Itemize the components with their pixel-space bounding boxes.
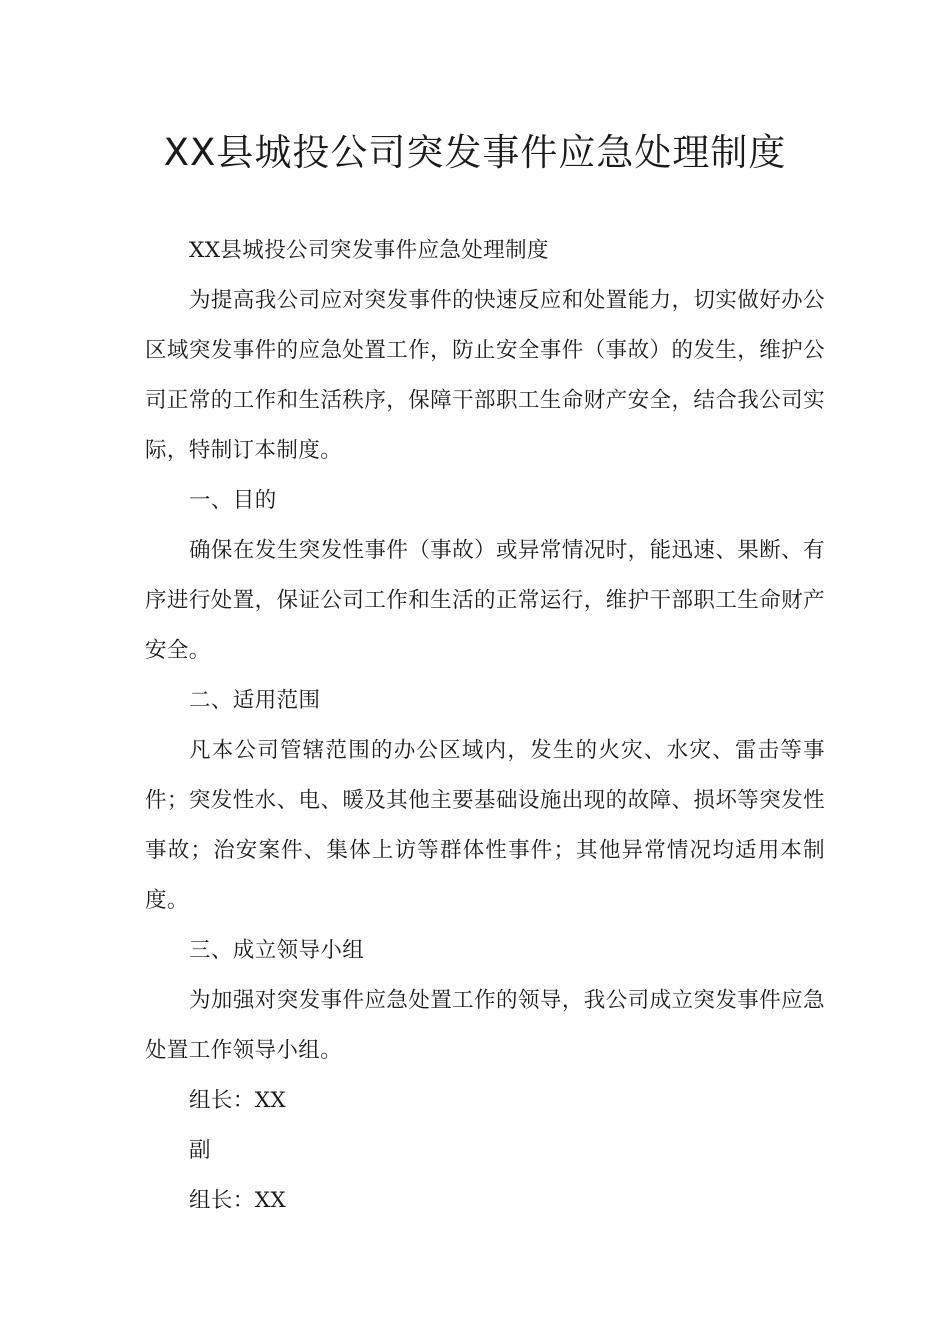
subtitle-paragraph: XX县城投公司突发事件应急处理制度 [189,238,549,263]
intro-paragraph: 为提高我公司应对突发事件的快速反应和处置能力，切实做好办公区域突发事件的应急处置工作，防止安全事件（事故）的发生，维护公司正常的工作和生活秩序，保障干部职工生命财产安全，结合我公司实际，特制订本制度。 [145,288,825,463]
document-body [145,226,825,1226]
deputy-leader-line: 组长：XX [189,1188,287,1213]
deputy-prefix-line: 副 [189,1138,211,1163]
purpose-paragraph: 确保在发生突发性事件（事故）或异常情况时，能迅速、果断、有序进行处置，保证公司工作和生活的正常运行，维护干部职工生命财产安全。 [145,538,825,663]
leadership-paragraph: 为加强对突发事件应急处置工作的领导，我公司成立突发事件应急处置工作领导小组。 [145,988,825,1063]
section-heading-leadership: 三、成立领导小组 [189,938,365,963]
document-title: XX县城投公司突发事件应急处理制度 [163,131,787,174]
scope-paragraph: 凡本公司管辖范围的办公区域内，发生的火灾、水灾、雷击等事件；突发性水、电、暖及其他主要基础设施出现的故障、损坏等突发性事故；治安案件、集体上访等群体性事件；其他异常情况均适用本制度。 [145,738,825,913]
section-heading-purpose: 一、目的 [189,488,277,513]
section-heading-scope: 二、适用范围 [189,688,321,713]
leader-line: 组长：XX [189,1088,287,1113]
